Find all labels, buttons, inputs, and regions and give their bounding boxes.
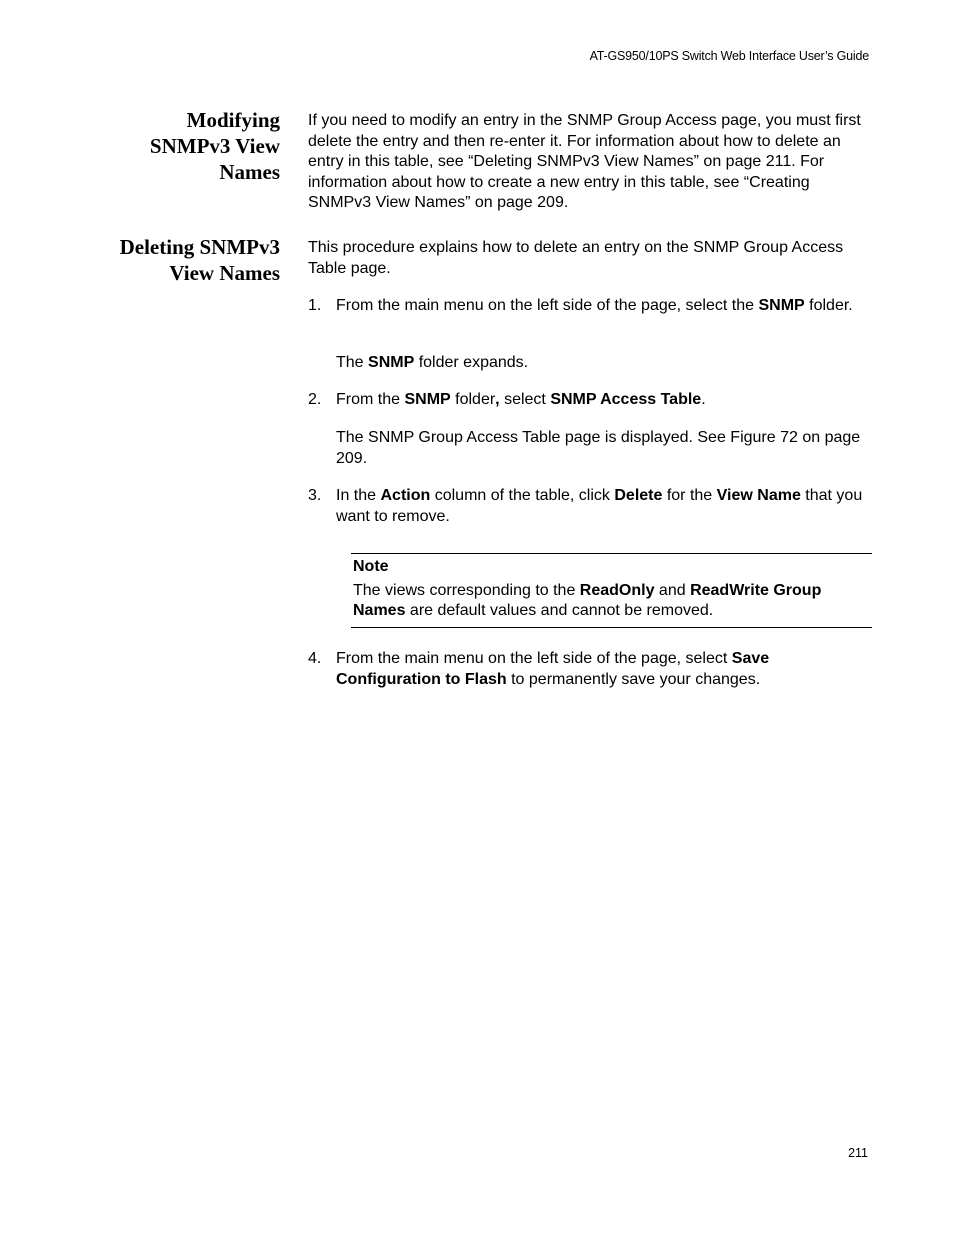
delete-intro: This procedure explains how to delete an entry on the SNMP Group Access Table page. xyxy=(308,239,844,277)
note-title: Note xyxy=(353,558,389,575)
step-4 xyxy=(308,649,873,690)
heading-line: SNMPv3 View xyxy=(149,134,280,158)
step-number: 1. xyxy=(308,297,322,314)
step-number: 2. xyxy=(308,391,322,408)
step-1-result: The SNMP folder expands. xyxy=(336,354,529,371)
running-header: AT-GS950/10PS Switch Web Interface User’s Guide xyxy=(589,49,869,63)
note-box xyxy=(351,553,872,628)
step-text: From the main menu on the left side of the page, select Save Configuration to Flash to permanently save your changes. xyxy=(336,650,770,688)
page-number: 211 xyxy=(848,1146,868,1160)
step-number: 4. xyxy=(308,650,322,667)
heading-line: Names xyxy=(219,160,280,184)
step-text: In the Action column of the table, click Delete for the View Name that you want to remove. xyxy=(336,487,863,525)
step-number: 3. xyxy=(308,487,322,504)
heading-modifying-snmpv3-view-names xyxy=(150,107,280,185)
heading-deleting-snmpv3-view-names xyxy=(120,234,280,286)
heading-line: Modifying xyxy=(186,108,280,132)
heading-line: Deleting SNMPv3 xyxy=(119,235,280,259)
modify-paragraph: If you need to modify an entry in the SNMP Group Access page, you must first delete the entry and then re-enter it. For information about how to delete an entry in this table, see “Deleting SNMPv3 View Names” on page 211. For information about how to create a new entry in this table, see “Creating SNMPv3 View Names” on page 209. xyxy=(308,112,861,211)
note-text: The views corresponding to the ReadOnly and ReadWrite Group Names are default values and cannot be removed. xyxy=(353,581,822,619)
heading-line: View Names xyxy=(169,261,280,285)
step-2 xyxy=(308,390,873,411)
step-text: From the SNMP folder, select SNMP Access Table. xyxy=(336,391,706,408)
step-2-result: The SNMP Group Access Table page is displayed. See Figure 72 on page 209. xyxy=(336,429,861,467)
step-text: From the main menu on the left side of the page, select the SNMP folder. xyxy=(336,297,853,314)
step-3 xyxy=(308,486,873,527)
step-1 xyxy=(308,296,873,317)
